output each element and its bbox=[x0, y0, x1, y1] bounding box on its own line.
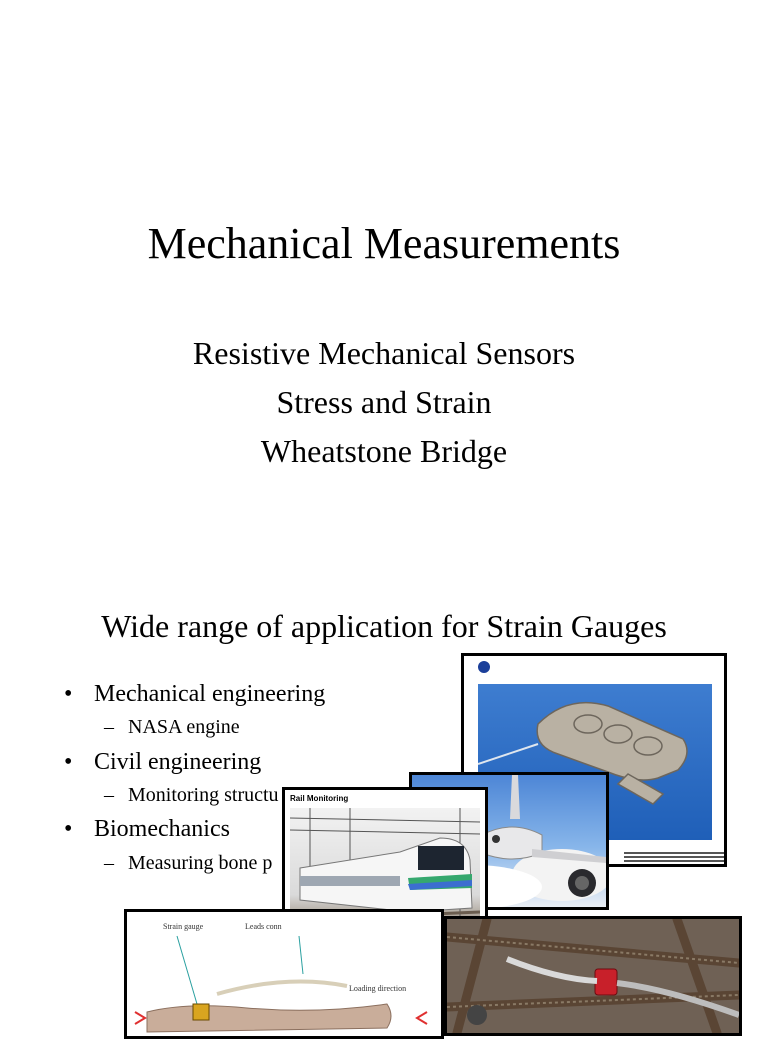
sub-bullet-item: – Monitoring structu bbox=[104, 784, 279, 806]
bullet-item: • Biomechanics bbox=[64, 816, 230, 842]
subtitle-line: Wheatstone Bridge bbox=[260, 433, 508, 469]
slide-title: Mechanical Measurements bbox=[147, 219, 621, 268]
sub-bullet-text: Measuring bone p bbox=[128, 852, 273, 874]
bone-strain-diagram bbox=[124, 909, 444, 1039]
subtitle-line: Stress and Strain bbox=[276, 384, 492, 420]
diagram-label: Strain gauge bbox=[163, 922, 204, 931]
bullet-text: Mechanical engineering bbox=[94, 681, 326, 707]
slide2-title: Wide range of application for Strain Gauges bbox=[101, 608, 667, 644]
bullet-text: Biomechanics bbox=[94, 816, 230, 842]
diagram-label: Loading direction bbox=[349, 984, 407, 993]
rebar-strain-gauge-photo bbox=[444, 916, 742, 1036]
sub-bullet-item: – Measuring bone p bbox=[104, 852, 273, 874]
subtitle-line: Resistive Mechanical Sensors bbox=[192, 335, 576, 371]
sub-bullet-text: Monitoring structu bbox=[128, 784, 279, 806]
photo-label: Rail Monitoring bbox=[290, 794, 349, 803]
sub-bullet-item: – NASA engine bbox=[104, 716, 240, 738]
diagram-label: Leads conn bbox=[245, 922, 282, 931]
rebar-graphic bbox=[447, 919, 739, 1033]
bullet-item: • Mechanical engineering bbox=[64, 681, 326, 707]
bone-graphic bbox=[127, 912, 441, 1036]
sub-bullet-text: NASA engine bbox=[128, 716, 240, 738]
bullet-item: • Civil engineering bbox=[64, 749, 262, 775]
photo-caption-lines bbox=[624, 852, 724, 862]
bullet-text: Civil engineering bbox=[94, 749, 262, 775]
nasa-logo-icon bbox=[478, 661, 490, 673]
